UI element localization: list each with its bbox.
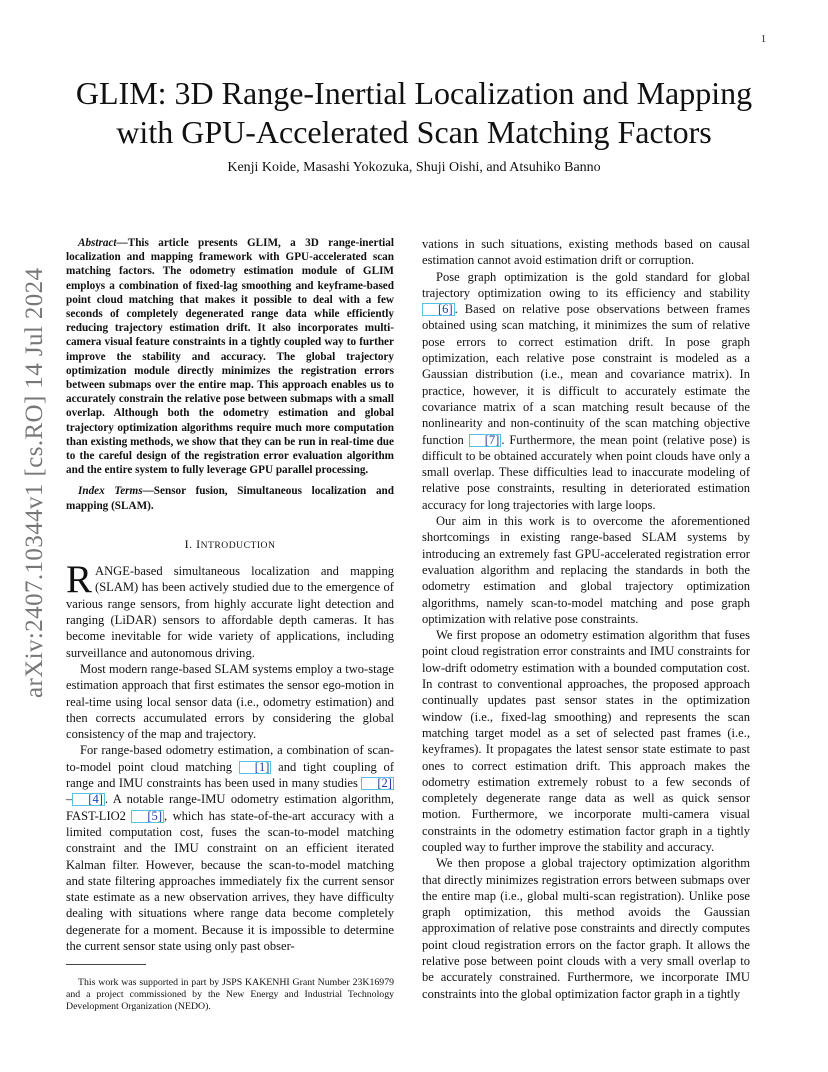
citation-link-5[interactable]: [5] bbox=[131, 810, 164, 823]
intro-paragraph-1 bbox=[66, 558, 394, 661]
section-numeral: I. bbox=[184, 536, 193, 551]
abstract bbox=[66, 236, 394, 477]
right-paragraph-2: Our aim in this work is to overcome the aforementioned shortcomings in existing range-based SLAM systems by introducing an extremely fast GPU-accelerated registration error evaluation algorithm and replacing the standards in both the odometry estimation and global trajectory optimization algorithms, namely scan-to-model matching and pose graph optimization with relative pose constraints. bbox=[422, 514, 750, 626]
intro-p3-part-d: , which has state-of-the-art accuracy with a limited computation cost, fuses the scan-to-model matching constraint and the IMU constraint on an efficient iterated Kalman filter. However, because the scan-to-model matching and state filtering approaches immediately fix the current sensor state estimate as a new observation arrives, they have difficulty dealing with situations where range data become completely degenerate for a moment. Because it is impossible to determine the current sensor state using only past obser- bbox=[66, 808, 394, 953]
footnote-divider bbox=[66, 964, 146, 965]
dropcap-letter: R bbox=[66, 558, 93, 602]
right-p1-part-c: . Furthermore, the mean point (relative pose) is difficult to be obtained accurately when point clouds have only a small overlap. These difficulties lead to inaccurate modeling of relative pose constraints, resulting in deteriorated estimation accuracy for long trajectories with large loops. bbox=[422, 432, 751, 512]
paper-title: GLIM: 3D Range-Inertial Localization and Mapping with GPU-Accelerated Scan Matching Factors bbox=[75, 75, 753, 150]
intro-paragraph-2: Most modern range-based SLAM systems employ a two-stage estimation approach that first estimates the sensor ego-motion in real-time using local sensor data (i.e., odometry estimation) and then corrects accumulated errors by considering the global consistency of the map and trajectory. bbox=[66, 661, 394, 742]
right-paragraph-4: We then propose a global trajectory optimization algorithm that directly minimizes registration errors between submaps over the entire map (i.e., global multi-scan registration). Unlike pose graph optimization, this method avoids the Gaussian approximation of relative pose constraints and directly computes point cloud registration errors on the factor graph. It allows the relative pose between point clouds with a very small overlap to be accurately constrained. Furthermore, we incorporate IMU constraints into the global optimization factor graph in a tightly bbox=[422, 856, 750, 1001]
intro-p3-dash: – bbox=[66, 792, 73, 807]
right-column bbox=[422, 236, 750, 1002]
intro-p3-part-b: and tight coupling of range and IMU constraints has been used in many studies bbox=[66, 759, 394, 791]
intro-paragraph-3 bbox=[66, 742, 394, 954]
index-terms-text: —Sensor fusion, Simultaneous localization and mapping (SLAM). bbox=[66, 485, 394, 512]
right-paragraph-0: vations in such situations, existing methods based on causal estimation cannot avoid estimation drift or corruption. bbox=[422, 237, 750, 268]
index-terms bbox=[66, 484, 394, 512]
right-paragraph-3: We first propose an odometry estimation algorithm that fuses point cloud registration error constraints and IMU constraints for low-drift odometry estimation with a bounded computation cost. In contrast to conventional approaches, the proposed approach continually updates past sensor states in the optimization window (i.e., fixed-lag smoothing) and represents the scan matching target model as a set of selected past frames (i.e., keyframes). It propagates the latest sensor state estimate to past ones to correct estimation drift. This approach makes the odometry estimation extremely robust to a few seconds of completely degenerate range data as well as quick sensor motion. Furthermore, we incorporate multi-camera visual constraints in the odometry estimation factor graph in a tightly coupled way to further improve the stability and accuracy. bbox=[422, 628, 750, 854]
right-p1-part-b: . Based on relative pose observations between frames obtained using scan matching, it minimizes the sum of relative pose errors to correct estimation drift. In pose graph optimization, each relative pose constraint is modeled as a Gaussian distribution (i.e., mean and covariance matrix). In practice, however, it is difficult to accurately estimate the covariance matrix of a scan matching result because of the nonlinearity and non-continuity of the scan matching objective function bbox=[422, 302, 750, 447]
citation-link-2[interactable]: [2] bbox=[361, 777, 394, 790]
abstract-label: Abstract bbox=[78, 237, 117, 249]
page-number: 1 bbox=[761, 34, 766, 45]
right-p1-part-a: Pose graph optimization is the gold standard for global trajectory optimization owing to its efficiency and stability bbox=[422, 269, 750, 300]
index-terms-label: Index Terms bbox=[78, 485, 143, 498]
abstract-text: —This article presents GLIM, a 3D range-inertial localization and mapping framework with GPU-accelerated scan matching factors. The odometry estimation module of GLIM employs a combination of fixed-lag smoothing and keyframe-based point cloud matching that makes it possible to deal with a few seconds of completely degenerated range data while efficiently reducing trajectory estimation drift. It also incorporates multi-camera visual feature constraints in a tightly coupled way to further improve the stability and accuracy. The global trajectory optimization module directly minimizes the registration errors between submaps over the entire map. This approach enables us to accurately constrain the relative pose between submaps with a small overlap. Although both the odometry estimation and global trajectory optimization algorithms require much more computation than existing methods, we show that they can be run in real-time due to the careful design of the registration error evaluation algorithm and the entire system to fully leverage GPU parallel processing. bbox=[66, 237, 394, 477]
citation-link-4[interactable]: [4] bbox=[72, 793, 105, 806]
intro-p3-part-c: . A notable range-IMU odometry estimation algorithm, FAST-LIO2 bbox=[66, 792, 394, 823]
section-heading-introduction bbox=[66, 536, 394, 554]
citation-link-6[interactable]: [6] bbox=[422, 303, 455, 316]
footnote: This work was supported in part by JSPS KAKENHI Grant Number 23K16979 and a project commissioned by the New Energy and Industrial Technology Development Organization (NEDO). bbox=[66, 977, 394, 1012]
intro-p3-part-a: For range-based odometry estimation, a combination of scan-to-model point cloud matching bbox=[66, 743, 394, 774]
citation-link-7[interactable]: [7] bbox=[469, 434, 502, 447]
right-paragraph-1 bbox=[422, 269, 750, 513]
arxiv-identifier: arXiv:2407.10344v1 [cs.RO] 14 Jul 2024 bbox=[21, 267, 48, 698]
author-list: Kenji Koide, Masashi Yokozuka, Shuji Oishi, and Atsuhiko Banno bbox=[227, 160, 601, 175]
section-title-rest: NTRODUCTION bbox=[200, 539, 276, 551]
citation-link-1[interactable]: [1] bbox=[239, 761, 272, 774]
left-column bbox=[66, 236, 394, 954]
intro-paragraph-1-text: ANGE-based simultaneous localization and mapping (SLAM) has been actively studied due to the emergence of various range sensors, from highly accurate light detection and ranging (LiDAR) sensors to affordable depth cameras. It has become inevitable for wide variety of applications, including surveillance and autonomous driving. bbox=[66, 564, 394, 660]
section-first-letter: I bbox=[196, 536, 201, 551]
